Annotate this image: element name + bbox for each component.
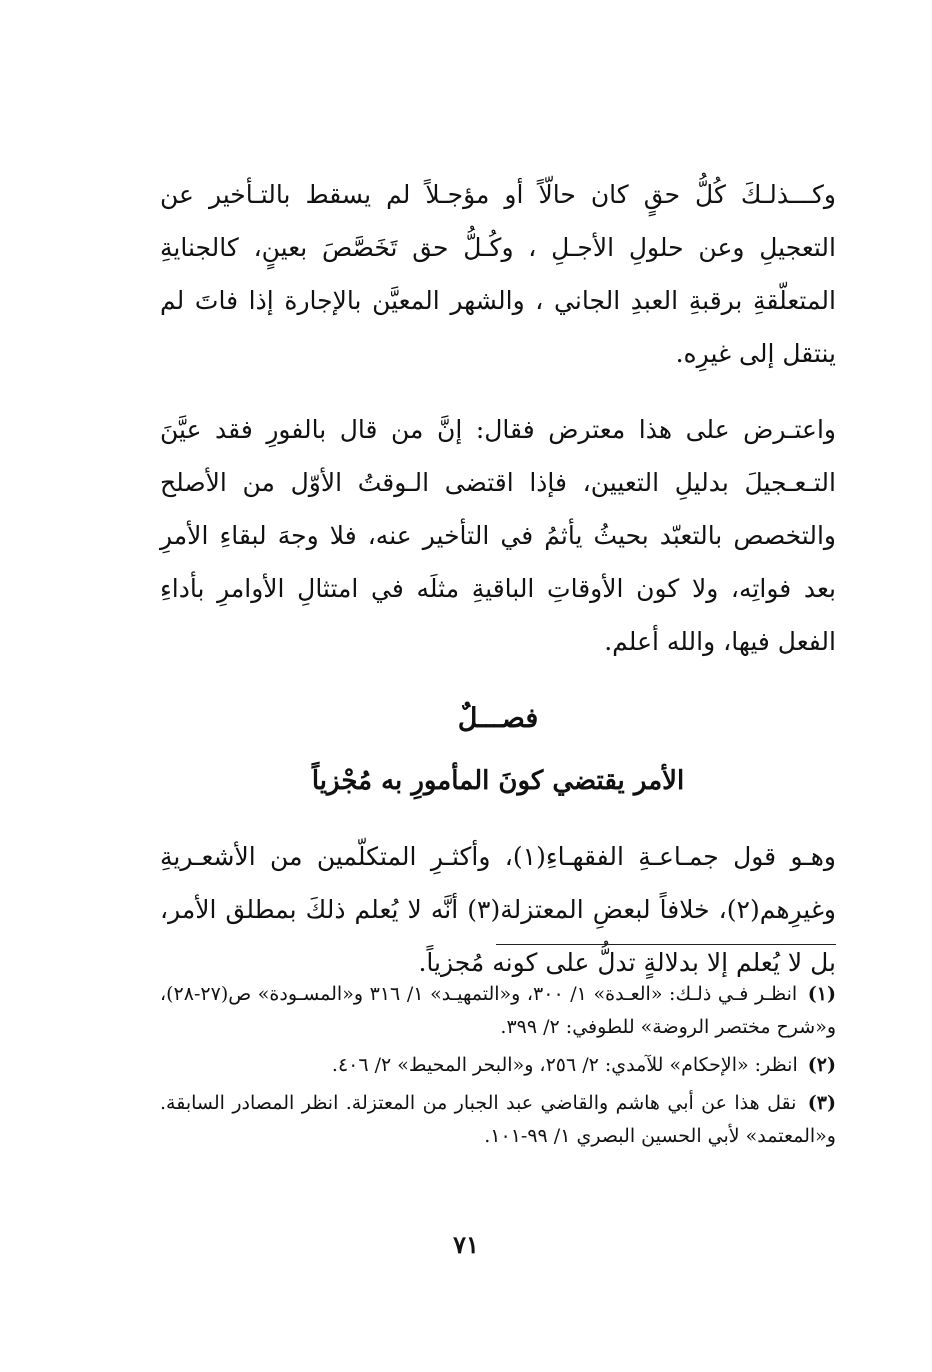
page-number: ٧١	[453, 1230, 479, 1259]
paragraph-2: واعتـرض على هذا معترض فقال: إنَّ من قال بالفورِ فقد عيَّنَ التـعـجيلَ بدليلِ التعيين، فإذا اقتضى الـوقتُ الأوّل من الأصلح والتخصص بالتعبّد بحيثُ يأثمُ في التأخير عنه، فلا وجهَ لبقاءِ الأمرِ بعد فواتِه، ولا كون الأوقاتِ الباقيةِ مثلَه في امتثالِ الأوامرِ بأداءِ الفعل فيها، والله أعلم.	[160, 415, 836, 656]
footnotes	[160, 978, 836, 1153]
footnote-3	[160, 1087, 836, 1153]
main-text	[160, 168, 836, 989]
section-heading: فصـــلٌ	[457, 703, 539, 734]
footnote-separator	[496, 944, 836, 945]
section-title: الأمر يقتضي كونَ المأمورِ به مُجْزياً	[311, 766, 685, 796]
footnote-text: نقل هذا عن أبي هاشم والقاضي عبد الجبار من المعتزلة. انظر المصادر السابقة. و«المعتمد» لأبي الحسين البصري ١/ ٩٩-١٠١.	[160, 1092, 836, 1147]
footnote-text: انظر: «الإحكام» للآمدي: ٢/ ٢٥٦، و«البحر المحيط» ٢/ ٤٠٦.	[331, 1054, 798, 1076]
footnote-number: (٢)	[807, 1054, 836, 1076]
paragraph-1: وكـــذلـكَ كُلُّ حقٍ كان حالّاً أو مؤجـلاً لم يسقط بالتـأخير عن التعجيلِ وعن حلولِ الأجـلِ ، وكُـلُّ حق تَخَصَّصَ بعينٍ، كالجنايةِ المتعلّقةِ برقبةِ العبدِ الجاني ، والشهر المعيَّن بالإجارة إذا فاتَ لم ينتقل إلى غيرِه.	[160, 180, 836, 368]
footnote-number: (٣)	[807, 1092, 836, 1114]
footnote-number: (١)	[807, 983, 836, 1005]
section-paragraph: وهـو قول جمـاعـةِ الفقهـاءِ(١)، وأكثـرِ المتكلّمين من الأشعـريةِ وغيرِهم(٢)، خلافاً لبعضِ المعتزلة(٣) أنَّه لا يُعلم ذلكَ بمطلق الأمر، بل لا يُعلم إلا بدلالةٍ تدلُّ على كونه مُجزياً.	[160, 842, 836, 977]
footnote-text: انظـر فـي ذلـك: «العـدة» ١/ ٣٠٠، و«التمهيـد» ١/ ٣١٦ و«المسـودة» ص(٢٧-٢٨)، و«شرح مختصر الروضة» للطوفي: ٢/ ٣٩٩.	[160, 983, 836, 1038]
footnote-1	[160, 978, 836, 1044]
footnote-2	[160, 1049, 836, 1082]
